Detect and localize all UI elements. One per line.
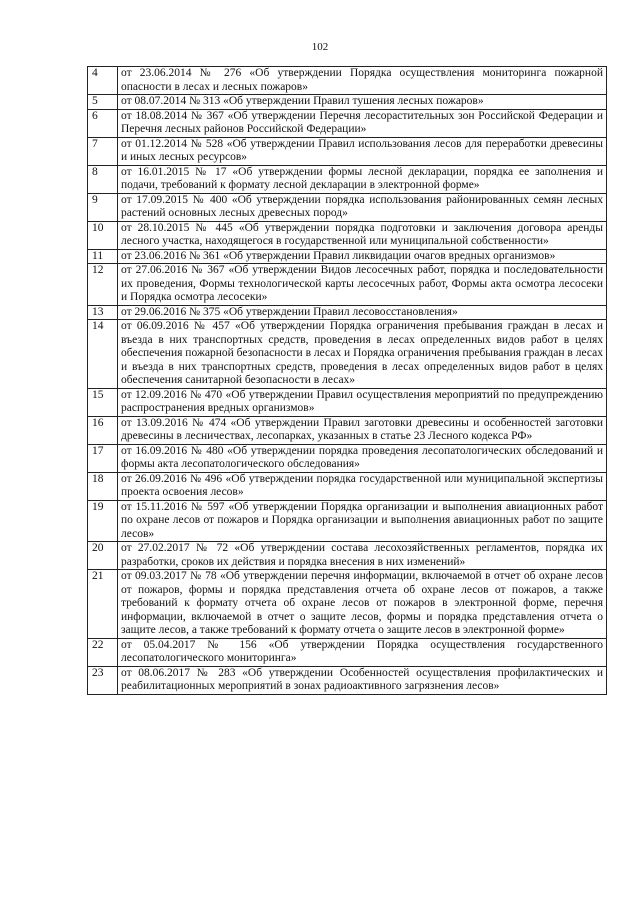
- regulation-text: от 15.11.2016 № 597 «Об утверждении Порядка организации и выполнения авиационных работ по охране лесов от пожаров и Порядка организации и выполнения авиационных работ по защите лесов»: [118, 500, 607, 542]
- regulation-text: от 08.06.2017 № 283 «Об утверждении Особенностей осуществления профилактических и реабилитационных мероприятий в зонах радиоактивного загрязнения лесов»: [118, 666, 607, 694]
- row-number: 6: [88, 109, 118, 137]
- row-number: 9: [88, 193, 118, 221]
- table-row: [88, 249, 607, 264]
- table-row: [88, 320, 607, 389]
- table-row: [88, 221, 607, 249]
- table-row: [88, 666, 607, 694]
- table-row: [88, 109, 607, 137]
- regulation-text: от 06.09.2016 № 457 «Об утверждении Порядка ограничения пребывания граждан в лесах и въезда в них транспортных средств, проведения в лесах определенных видов работ в целях обеспечения пожарной безопасности в лесах и Порядка ограничения пребывания граждан в лесах и въезда в них транспортных средств, проведения в лесах определенных видов работ в целях обеспечения санитарной безопасности в лесах»: [118, 320, 607, 389]
- table-row: [88, 444, 607, 472]
- row-number: 10: [88, 221, 118, 249]
- regulation-text: от 23.06.2014 № 276 «Об утверждении Порядка осуществления мониторинга пожарной опасности в лесах и лесных пожаров»: [118, 67, 607, 95]
- regulation-text: от 12.09.2016 № 470 «Об утверждении Правил осуществления мероприятий по предупреждению распространения вредных организмов»: [118, 388, 607, 416]
- regulation-text: от 05.04.2017 № 156 «Об утверждении Порядка осуществления государственного лесопатологического мониторинга»: [118, 638, 607, 666]
- regulation-text: от 09.03.2017 № 78 «Об утверждении перечня информации, включаемой в отчет об охране лесов от пожаров, формы и порядка представления отчета об охране лесов от пожаров, а также требований к формату отчета об охране лесов от пожаров в электронной форме, перечня информации, включаемой в отчет о защите лесов, формы и порядка представления отчета о защите лесов, а также требований к формату отчета о защите лесов в электронной форме»: [118, 570, 607, 639]
- row-number: 12: [88, 264, 118, 306]
- regulation-text: от 27.06.2016 № 367 «Об утверждении Видов лесосечных работ, порядка и последовательности их проведения, Формы технологической карты лесосечных работ, Формы акта осмотра лесосеки и Порядка осмотра лесосеки»: [118, 264, 607, 306]
- row-number: 7: [88, 137, 118, 165]
- regulation-text: от 29.06.2016 № 375 «Об утверждении Правил лесовосстановления»: [118, 305, 607, 320]
- regulations-table: [87, 66, 607, 695]
- regulation-text: от 28.10.2015 № 445 «Об утверждении порядка подготовки и заключения договора аренды лесного участка, находящегося в государственной или муниципальной собственности»: [118, 221, 607, 249]
- row-number: 14: [88, 320, 118, 389]
- regulation-text: от 16.09.2016 № 480 «Об утверждении порядка проведения лесопатологических обследований и формы акта лесопатологического обследования»: [118, 444, 607, 472]
- table-row: [88, 165, 607, 193]
- table-row: [88, 305, 607, 320]
- page-number: 102: [311, 41, 329, 53]
- regulation-text: от 18.08.2014 № 367 «Об утверждении Перечня лесорастительных зон Российской Федерации и Перечня лесных районов Российской Федерации»: [118, 109, 607, 137]
- table-row: [88, 388, 607, 416]
- table-row: [88, 570, 607, 639]
- row-number: 19: [88, 500, 118, 542]
- table-row: [88, 67, 607, 95]
- table-row: [88, 472, 607, 500]
- regulations-table-body: [88, 67, 607, 695]
- regulation-text: от 26.09.2016 № 496 «Об утверждении порядка государственной или муниципальной экспертизы проекта освоения лесов»: [118, 472, 607, 500]
- row-number: 16: [88, 416, 118, 444]
- row-number: 15: [88, 388, 118, 416]
- row-number: 13: [88, 305, 118, 320]
- table-row: [88, 95, 607, 110]
- row-number: 20: [88, 542, 118, 570]
- table-row: [88, 416, 607, 444]
- regulation-text: от 08.07.2014 № 313 «Об утверждении Правил тушения лесных пожаров»: [118, 95, 607, 110]
- regulation-text: от 01.12.2014 № 528 «Об утверждении Правил использования лесов для переработки древесины и иных лесных ресурсов»: [118, 137, 607, 165]
- table-row: [88, 264, 607, 306]
- table-row: [88, 193, 607, 221]
- table-row: [88, 542, 607, 570]
- regulation-text: от 27.02.2017 № 72 «Об утверждении состава лесохозяйственных регламентов, порядка их разработки, сроков их действия и порядка внесения в них изменений»: [118, 542, 607, 570]
- row-number: 23: [88, 666, 118, 694]
- row-number: 22: [88, 638, 118, 666]
- row-number: 5: [88, 95, 118, 110]
- row-number: 8: [88, 165, 118, 193]
- row-number: 17: [88, 444, 118, 472]
- regulation-text: от 17.09.2015 № 400 «Об утверждении порядка использования районированных семян лесных растений основных лесных древесных пород»: [118, 193, 607, 221]
- regulation-text: от 13.09.2016 № 474 «Об утверждении Правил заготовки древесины и особенностей заготовки древесины в лесничествах, лесопарках, указанных в статье 23 Лесного кодекса РФ»: [118, 416, 607, 444]
- table-row: [88, 638, 607, 666]
- regulation-text: от 23.06.2016 № 361 «Об утверждении Правил ликвидации очагов вредных организмов»: [118, 249, 607, 264]
- table-row: [88, 500, 607, 542]
- row-number: 18: [88, 472, 118, 500]
- row-number: 11: [88, 249, 118, 264]
- regulation-text: от 16.01.2015 № 17 «Об утверждении формы лесной декларации, порядка ее заполнения и подачи, требований к формату лесной декларации в электронной форме»: [118, 165, 607, 193]
- row-number: 21: [88, 570, 118, 639]
- row-number: 4: [88, 67, 118, 95]
- table-row: [88, 137, 607, 165]
